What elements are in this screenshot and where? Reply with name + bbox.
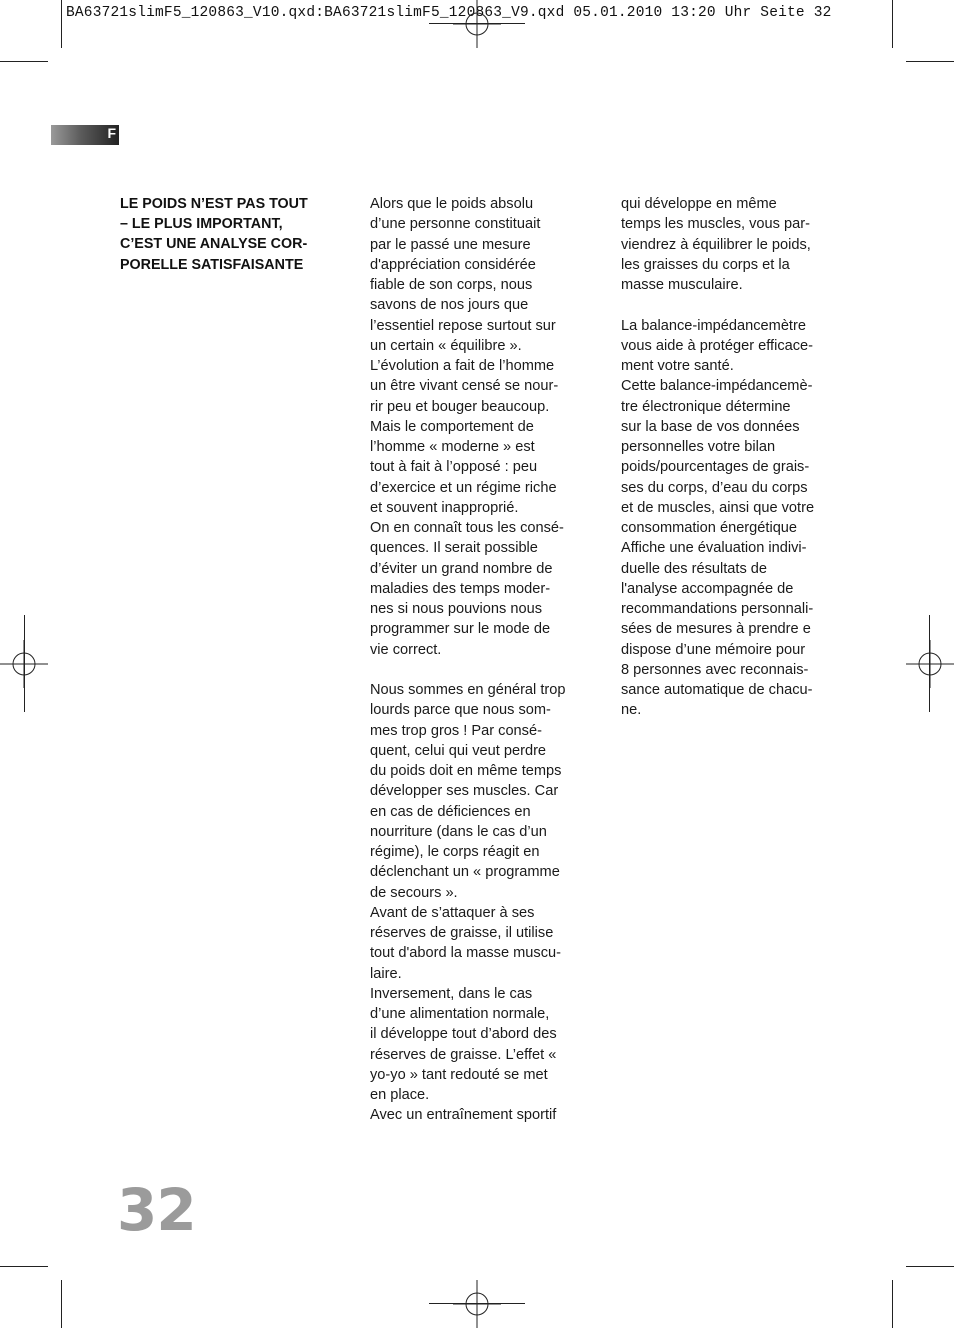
text-line: par le passé une mesure bbox=[370, 236, 531, 253]
text-line: l’homme « moderne » est bbox=[370, 439, 535, 455]
text-line: ne. bbox=[621, 702, 642, 719]
text-line: d’une alimentation normale, bbox=[370, 1006, 550, 1022]
heading-line: C’EST UNE ANALYSE COR- bbox=[120, 236, 308, 253]
text-line: savons de nos jours que bbox=[370, 297, 529, 314]
text-line: nes si nous pouvions nous bbox=[370, 601, 542, 617]
text-line: La balance-impédancemètre bbox=[621, 317, 806, 334]
registration-mark-bottom-icon bbox=[453, 1280, 501, 1328]
print-slug: BA63721slimF5_120863_V10.qxd:BA63721slimF5_120863_V9.qxd 05.01.2010 13:20 Uhr Seite 32 bbox=[66, 5, 832, 21]
text-line: ment votre santé. bbox=[621, 358, 734, 374]
text-line: l’essentiel repose surtout sur bbox=[370, 317, 556, 334]
text-line: ses du corps, d’eau du corps bbox=[621, 479, 808, 496]
text-line: en cas de déficiences en bbox=[370, 803, 531, 820]
text-line: quences. Il serait possible bbox=[370, 540, 538, 557]
text-line: tout à fait à l’opposé : peu bbox=[370, 459, 538, 476]
registration-mark-right-icon bbox=[906, 640, 954, 688]
text-line: Nous sommes en général trop bbox=[370, 682, 566, 698]
text-line: fiable de son corps, nous bbox=[370, 277, 533, 293]
text-line: viendrez à équilibrer le poids, bbox=[621, 236, 811, 253]
text-line: sance automatique de chacu- bbox=[621, 682, 813, 698]
text-line: développer ses muscles. Car bbox=[370, 783, 559, 800]
text-line: un être vivant censé se nour- bbox=[370, 378, 559, 395]
heading-line: – LE PLUS IMPORTANT, bbox=[120, 216, 283, 233]
text-line: qui développe en même bbox=[621, 196, 777, 212]
text-line: yo-yo » tant redouté se met bbox=[370, 1066, 548, 1083]
text-line: de secours ». bbox=[370, 884, 458, 901]
page-number: 32 bbox=[117, 1176, 196, 1244]
text-line: masse musculaire. bbox=[621, 277, 743, 293]
text-line bbox=[370, 660, 600, 680]
text-line: poids/pourcentages de grais- bbox=[621, 459, 810, 476]
text-line: il développe tout d’abord des bbox=[370, 1026, 557, 1043]
text-line: réserves de graisse. L’effet « bbox=[370, 1046, 557, 1063]
text-line: sées de mesures à prendre e bbox=[621, 621, 811, 638]
text-line: les graisses du corps et la bbox=[621, 256, 790, 273]
text-line: vie correct. bbox=[370, 641, 442, 658]
text-line: 8 personnes avec reconnais- bbox=[621, 661, 809, 678]
text-line: consommation énergétique bbox=[621, 520, 798, 536]
crop-mark-bottom-right-v bbox=[892, 1280, 893, 1328]
text-line: programmer sur le mode de bbox=[370, 621, 551, 638]
registration-mark-bottom-bar bbox=[429, 1303, 525, 1304]
crop-mark-top-right-v bbox=[892, 0, 893, 48]
text-line: et souvent inapproprié. bbox=[370, 499, 519, 516]
crop-mark-top-left-v bbox=[61, 0, 62, 48]
text-line: d’une personne constituait bbox=[370, 216, 541, 233]
text-line: tout d'abord la masse muscu- bbox=[370, 945, 561, 962]
language-tab-label: F bbox=[107, 125, 116, 141]
heading-line: PORELLE SATISFAISANTE bbox=[120, 256, 304, 273]
text-line: d’éviter un grand nombre de bbox=[370, 560, 553, 577]
text-line: d’exercice et un régime riche bbox=[370, 479, 557, 496]
text-line: temps les muscles, vous par- bbox=[621, 216, 810, 233]
text-line: mes trop gros ! Par consé- bbox=[370, 722, 542, 739]
text-line: en place. bbox=[370, 1087, 430, 1103]
text-line: maladies des temps moder- bbox=[370, 580, 551, 597]
text-line: dispose d’une mémoire pour bbox=[621, 641, 806, 658]
text-line: et de muscles, ainsi que votre bbox=[621, 499, 815, 516]
text-line: Affiche une évaluation indivi- bbox=[621, 540, 807, 557]
text-line bbox=[621, 295, 851, 315]
registration-mark-left-stem bbox=[24, 615, 25, 712]
text-line: régime), le corps réagit en bbox=[370, 844, 540, 860]
registration-mark-top-bar bbox=[429, 23, 525, 24]
text-line: sur la base de vos données bbox=[621, 418, 800, 435]
crop-mark-bottom-left-v bbox=[61, 1280, 62, 1328]
body-column-2 bbox=[370, 194, 600, 1126]
text-line: L’évolution a fait de l’homme bbox=[370, 358, 555, 374]
text-line: d'appréciation considérée bbox=[370, 256, 536, 273]
text-line: Alors que le poids absolu bbox=[370, 196, 534, 212]
crop-mark-top-right-h bbox=[906, 61, 954, 62]
crop-mark-bottom-right-h bbox=[906, 1266, 954, 1267]
text-line: Avant de s’attaquer à ses bbox=[370, 904, 535, 921]
text-line: On en connaît tous les consé- bbox=[370, 520, 564, 536]
body-column-3 bbox=[621, 194, 851, 721]
text-line: du poids doit en même temps bbox=[370, 763, 562, 779]
section-heading bbox=[120, 194, 335, 275]
text-line: laire. bbox=[370, 965, 402, 982]
text-line: quent, celui qui veut perdre bbox=[370, 742, 547, 759]
crop-mark-top-left-h bbox=[0, 61, 48, 62]
text-line: un certain « équilibre ». bbox=[370, 337, 522, 354]
text-line: Mais le comportement de bbox=[370, 418, 534, 435]
registration-mark-top-icon bbox=[453, 0, 501, 48]
heading-line: LE POIDS N’EST PAS TOUT bbox=[120, 196, 308, 212]
text-line: lourds parce que nous som- bbox=[370, 702, 551, 719]
text-line: duelle des résultats de bbox=[621, 560, 768, 577]
text-line: recommandations personnali- bbox=[621, 601, 814, 617]
language-tab bbox=[51, 125, 119, 145]
text-line: nourriture (dans le cas d’un bbox=[370, 823, 547, 840]
text-line: Avec un entraînement sportif bbox=[370, 1107, 557, 1124]
text-line: déclenchant un « programme bbox=[370, 864, 560, 881]
text-line: Cette balance-impédancemè- bbox=[621, 378, 813, 395]
text-line: tre électronique détermine bbox=[621, 398, 791, 415]
text-line: rir peu et bouger beaucoup. bbox=[370, 398, 550, 415]
text-line: personnelles votre bilan bbox=[621, 439, 776, 455]
crop-mark-bottom-left-h bbox=[0, 1266, 48, 1267]
registration-mark-right-stem bbox=[929, 615, 930, 712]
text-line: vous aide à protéger efficace- bbox=[621, 337, 813, 354]
text-line: réserves de graisse, il utilise bbox=[370, 925, 554, 941]
text-line: Inversement, dans le cas bbox=[370, 985, 533, 1002]
text-line: l'analyse accompagnée de bbox=[621, 580, 794, 597]
